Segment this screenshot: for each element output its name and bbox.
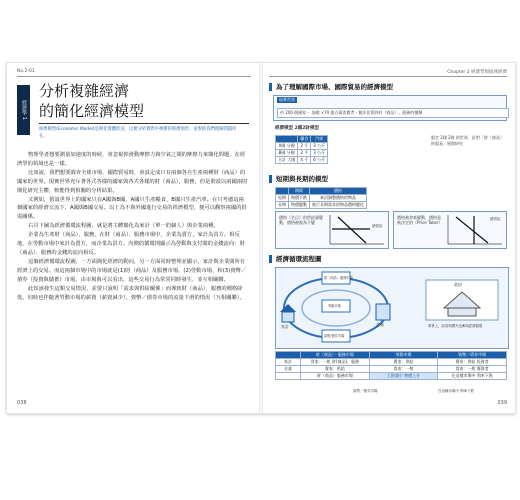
table-cell: 短期 xyxy=(276,195,289,202)
right-header-rule xyxy=(269,76,507,77)
table-cell: 2 千 xyxy=(298,150,311,157)
right-page-number: 039 xyxy=(497,400,507,406)
table-row xyxy=(276,143,328,150)
table-header xyxy=(276,352,301,359)
long-run-curve-label: 總供給 xyxy=(490,217,501,221)
circular-flow-graphic xyxy=(276,268,508,348)
household-icon xyxy=(280,304,296,312)
left-header-rule xyxy=(17,76,251,77)
long-run-graph-box xyxy=(393,211,507,249)
table-row xyxy=(276,366,507,373)
title-rule xyxy=(39,123,249,124)
table-cell: 2 千 xyxy=(298,143,311,150)
table-cell: 賣家：供給 xyxy=(301,366,370,373)
table-cell: 賣家：供給 xyxy=(369,359,438,366)
section-tag: 經濟學 1 xyxy=(17,85,30,135)
table-cell: 3 公斤 xyxy=(311,143,328,150)
table-cell: 物價下跌 xyxy=(289,195,310,202)
market-roles-table xyxy=(275,351,507,380)
section-heading-short-long: 短期與長期的模型 xyxy=(269,175,328,183)
table-cell: 4 千 xyxy=(298,157,311,164)
book-spread xyxy=(6,62,516,414)
demand-curve xyxy=(338,217,366,243)
section-heading-trade-model: 為了理解國際市場、國際貿易的經濟模型 xyxy=(269,83,393,91)
model-label: 經濟模型 2國2財模型 xyxy=(275,126,319,131)
short-run-label: 價格（名目）的供給量變動，價格被視為不變 xyxy=(279,215,323,225)
table-cell: 家計 xyxy=(276,359,301,366)
real-world-box xyxy=(273,95,507,121)
left-page xyxy=(7,63,259,413)
left-page-number: 038 xyxy=(17,400,27,406)
table-cell: 3 公斤 xyxy=(311,150,328,157)
table-cell: 買家：一般 財(商品)、服務 xyxy=(301,359,370,366)
table-cell: 財（商品）服務市場 xyxy=(301,373,370,380)
factory-icon xyxy=(376,304,390,320)
table-cell: 工資減少 物價上升 xyxy=(369,373,438,380)
paragraph: 右頁下圖為經濟循環流程圖，就是將主體簡化為家計（單一的個人）與企業兩種。 xyxy=(28,223,219,230)
right-header: Chapter 2 經濟學與區域經濟 xyxy=(447,70,507,75)
lead-text: 經濟模型(Economic Model)是簡化實體狀況，以便分析實際中複雜的經濟情形，並幫助我們理解問題所在。 xyxy=(39,127,237,139)
demand-curve xyxy=(456,217,488,243)
model-note: 限定 2國 2財 的世界，針對「財（商品）的貿易」展開研究 xyxy=(431,135,504,146)
table-header-row xyxy=(276,352,507,359)
table-header xyxy=(276,136,298,143)
paragraph: 物理學者想要測量加速度的時候，會忽視掉滑動摩擦力與空氣之間的摩擦力來簡化問題，在經濟學的領域也是一樣。 xyxy=(17,152,246,167)
short-run-curve-label: 總需給 xyxy=(372,224,383,228)
short-long-table xyxy=(275,187,367,209)
household-label: 家計 xyxy=(281,324,289,329)
table-header: 汽車 xyxy=(311,136,328,143)
paragraph: 此知該發生這類交易情況，並要只說明「需求與供給關係」而導致財（商品）、服務的價格降低，同時也伴隨著勞動市場的薪資（薪資減少）、資幣／債券市場的流量下滑的情況（互相關聯）。 xyxy=(17,285,245,301)
table-cell: 物價變動 xyxy=(289,202,310,209)
household-icon-base xyxy=(282,312,294,322)
firm-label: 企業 xyxy=(376,322,384,327)
table-cell xyxy=(276,373,301,380)
table-cell: A國 分國 xyxy=(276,143,298,150)
market-goods-label: 財（商品）服務市場 xyxy=(324,276,353,280)
table-header: 價格 xyxy=(310,188,367,195)
market-labor-label: 勞動市場 xyxy=(328,304,341,308)
two-country-table xyxy=(275,135,328,164)
paragraph: 這個經濟循環流程圖，一方面簡化經濟的動向，另一方面同時整理並顯示，家計與企業間所有經濟上的交易。而這兩個市場中的市場就是(1)財（商品）及服務市場、(2)勞動市場、和(3)資幣／債券（投資與儲蓄）市場，由市場與可以看出，這些交易行為常常同時發生、並互相關聯。 xyxy=(17,258,247,283)
long-run-label: 價格被拿來變動，價格是被決定的（Price Taker） xyxy=(397,215,443,225)
paragraph: 又例如，假設世界上的國家只有A國與B國，A國只生產糧食、B國只生產汽車。在只考慮這兩個國家的經濟交流下，A國與B國交易。以上為不與外國進行交易的經濟模型，便可以觀察兩國的供需關係。 xyxy=(17,196,247,221)
table-cell: 6 公斤 xyxy=(311,157,328,164)
table-cell: 長期 xyxy=(276,202,289,209)
table-cell: B國 分國 xyxy=(276,150,298,157)
footer-left-note: 資幣／債券市場 xyxy=(353,389,378,393)
table-cell: 買家：一般 xyxy=(369,366,438,373)
table-cell: 合計 大國 xyxy=(276,157,298,164)
table-row xyxy=(276,150,328,157)
table-cell: 進行長期需求的物品價格變化 xyxy=(310,202,367,209)
table-header: 勞動市場 xyxy=(369,352,438,359)
section-heading-circular-flow: 經濟循環流程圖 xyxy=(269,255,322,263)
table-row xyxy=(276,373,507,380)
left-header: No.2-01 xyxy=(17,69,35,74)
government-building-base xyxy=(448,308,476,316)
title-line-1: 分析複雜經濟 xyxy=(39,82,130,100)
paragraph: 企業為生產財（商品）、服務，在財（商品）、服務市場中，企業為賣方，家計為買方。相反地，在勞動市場中家計為賣方，而企業為買方。內側的循環則顯示為勞動與支付間的金錢流向：財（商品）、服務的金錢的流向相反。 xyxy=(17,232,245,256)
right-page xyxy=(263,63,515,413)
government-label: 政府 xyxy=(454,282,462,287)
table-cell: 來回調整價格的物品 xyxy=(310,195,367,202)
title-line-2: 的簡化經濟模型 xyxy=(39,102,145,120)
table-header: 資幣／債券市場 xyxy=(438,352,507,359)
table-header: 期間 xyxy=(289,188,310,195)
table-row xyxy=(276,157,328,164)
short-run-graph xyxy=(326,213,386,247)
page-title xyxy=(39,81,144,121)
table-header xyxy=(276,188,289,195)
table-header-row xyxy=(276,188,367,195)
table-cell: 買家：一般 籌資者 xyxy=(438,366,507,373)
table-cell: 賣家：供給 投資者 xyxy=(438,359,507,366)
table-row xyxy=(276,195,367,202)
footer-right-note: 在這種市場中 利率下跌 xyxy=(438,389,475,393)
government-note: 事實上，政府與國外也參與經濟循環 xyxy=(428,324,483,328)
body-text xyxy=(17,151,249,302)
table-row xyxy=(276,202,367,209)
market-bond-label: 資幣/債券市場 xyxy=(324,334,345,338)
table-header-row xyxy=(276,136,328,143)
table-header: 財（商品）・服務市場 xyxy=(301,352,370,359)
circular-flow-diagram xyxy=(275,267,509,349)
table-row xyxy=(276,359,507,366)
table-cell: 在這種市場中 利率下跌 xyxy=(438,373,507,380)
paragraph: 比如說，我們想要調查全球市場、國際貿易時，會設定成只有兩個各自生產兩種財（商品）的國家的世界。現實世界充斥著各式各樣的國家與各式各樣的財（商品），服務，但是假設以兩國兩財簡化研究主體，較能得到相關的分析結果。 xyxy=(17,169,248,194)
real-world-text: 約 200 個國家・ 加總 ×70 億百萬消費者・無法估算的財（商品）、服務的種類 xyxy=(277,108,509,118)
table-header: 糧食 xyxy=(298,136,311,143)
table-cell: 企業 xyxy=(276,366,301,373)
real-world-label: 現實世界 xyxy=(279,97,295,102)
short-run-graph-box xyxy=(275,211,389,249)
